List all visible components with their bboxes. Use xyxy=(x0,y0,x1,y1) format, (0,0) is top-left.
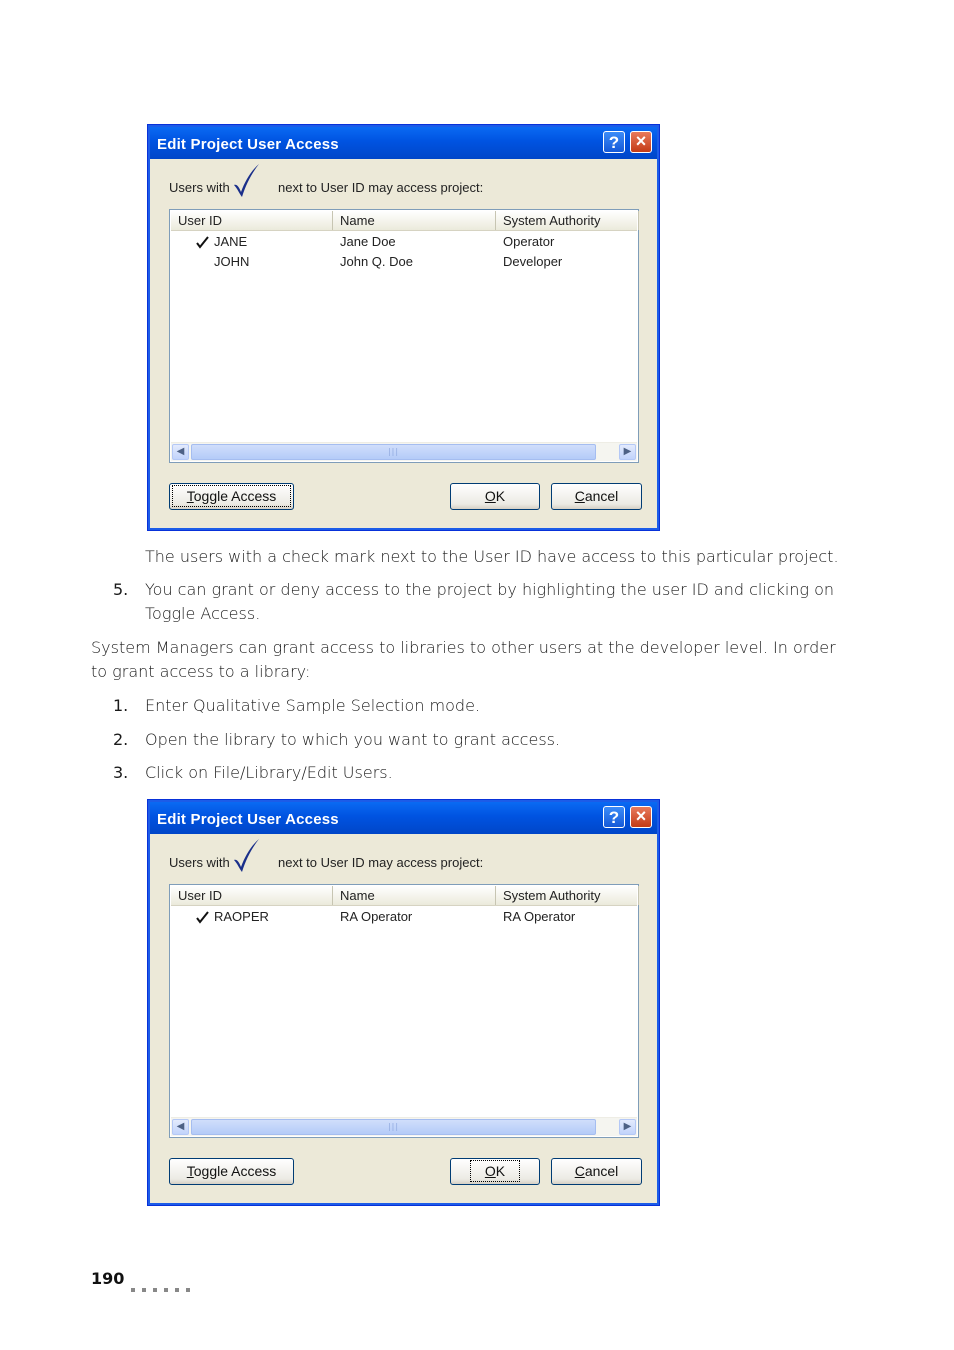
checkmark-icon xyxy=(232,838,262,874)
user-id-cell: RAOPER xyxy=(214,909,269,924)
accel-key: O xyxy=(484,488,496,504)
authority-cell: RA Operator xyxy=(503,909,576,924)
step-1-text: Enter Qualitative Sample Selection mode. xyxy=(145,696,481,715)
column-name[interactable]: Name xyxy=(333,886,496,905)
list-item[interactable] xyxy=(171,232,637,252)
checkmark-icon xyxy=(196,236,209,249)
title-bar[interactable] xyxy=(150,802,657,834)
accel-key: T xyxy=(186,1163,194,1179)
authority-cell: Operator xyxy=(503,234,555,249)
authority-cell: Developer xyxy=(503,254,563,269)
button-label: ancel xyxy=(584,488,619,504)
user-id-cell: JANE xyxy=(214,234,248,249)
step-number: 5. xyxy=(113,580,129,599)
user-list[interactable] xyxy=(169,884,639,1138)
edit-user-access-dialog-2 xyxy=(147,799,660,1206)
accel-key: C xyxy=(574,1163,585,1179)
page-decoration-dots xyxy=(131,1277,197,1296)
step-number: 3. xyxy=(113,763,129,782)
toggle-access-button[interactable] xyxy=(169,483,294,510)
list-item[interactable] xyxy=(171,907,637,927)
chevron-left-icon[interactable]: ◀ xyxy=(172,444,189,460)
page-number: 190 xyxy=(91,1269,125,1288)
button-label: oggle Access xyxy=(193,488,277,504)
column-user-id[interactable]: User ID xyxy=(171,886,333,905)
accel-key: T xyxy=(186,488,194,504)
users-with-label: Users with xyxy=(169,180,230,195)
button-label: K xyxy=(495,1163,506,1179)
list-header xyxy=(171,886,637,906)
chevron-right-icon[interactable]: ▶ xyxy=(619,1119,636,1135)
column-name[interactable]: Name xyxy=(333,211,496,230)
horizontal-scrollbar[interactable] xyxy=(171,1117,637,1136)
help-icon[interactable]: ? xyxy=(603,806,625,828)
system-managers-paragraph: System Managers can grant access to libraries to other users at the developer level. In order to grant access to a library: xyxy=(91,638,836,681)
close-icon[interactable]: × xyxy=(630,806,652,828)
dialog-title: Edit Project User Access xyxy=(157,136,339,153)
chevron-left-icon[interactable]: ◀ xyxy=(172,1119,189,1135)
step-number: 2. xyxy=(113,730,129,749)
dialog-title: Edit Project User Access xyxy=(157,811,339,828)
scroll-thumb[interactable]: ||| xyxy=(191,1119,596,1135)
button-label: ancel xyxy=(584,1163,619,1179)
step-number: 1. xyxy=(113,696,129,715)
edit-user-access-dialog-1 xyxy=(147,124,660,531)
accel-key: C xyxy=(574,488,585,504)
column-user-id[interactable]: User ID xyxy=(171,211,333,230)
ok-button[interactable] xyxy=(450,1158,540,1185)
next-to-label: next to User ID may access project: xyxy=(278,180,484,195)
button-label: K xyxy=(495,488,506,504)
checkmark-icon xyxy=(232,163,262,199)
name-cell: John Q. Doe xyxy=(340,254,413,269)
column-system-authority[interactable]: System Authority xyxy=(496,886,639,905)
ok-button[interactable] xyxy=(450,483,540,510)
step-2-text: Open the library to which you want to grant access. xyxy=(145,730,561,749)
list-header xyxy=(171,211,637,231)
user-list[interactable] xyxy=(169,209,639,463)
chevron-right-icon[interactable]: ▶ xyxy=(619,444,636,460)
column-system-authority[interactable]: System Authority xyxy=(496,211,639,230)
step-5-text: You can grant or deny access to the project by highlighting the user ID and clicking on Toggle Access. xyxy=(145,580,835,623)
user-id-cell: JOHN xyxy=(214,254,250,269)
step-3-text: Click on File/Library/Edit Users. xyxy=(145,763,393,782)
close-icon[interactable]: × xyxy=(630,131,652,153)
name-cell: RA Operator xyxy=(340,909,413,924)
cancel-button[interactable] xyxy=(551,483,642,510)
button-label: oggle Access xyxy=(193,1163,277,1179)
cancel-button[interactable] xyxy=(551,1158,642,1185)
horizontal-scrollbar[interactable] xyxy=(171,442,637,461)
list-item[interactable] xyxy=(171,252,637,272)
name-cell: Jane Doe xyxy=(340,234,396,249)
checkmark-paragraph: The users with a check mark next to the User ID have access to this particular project. xyxy=(145,547,839,566)
accel-key: O xyxy=(484,1163,496,1179)
toggle-access-button[interactable] xyxy=(169,1158,294,1185)
scroll-thumb[interactable]: ||| xyxy=(191,444,596,460)
users-with-label: Users with xyxy=(169,855,230,870)
help-icon[interactable]: ? xyxy=(603,131,625,153)
title-bar[interactable] xyxy=(150,127,657,159)
next-to-label: next to User ID may access project: xyxy=(278,855,484,870)
checkmark-icon xyxy=(196,911,209,924)
